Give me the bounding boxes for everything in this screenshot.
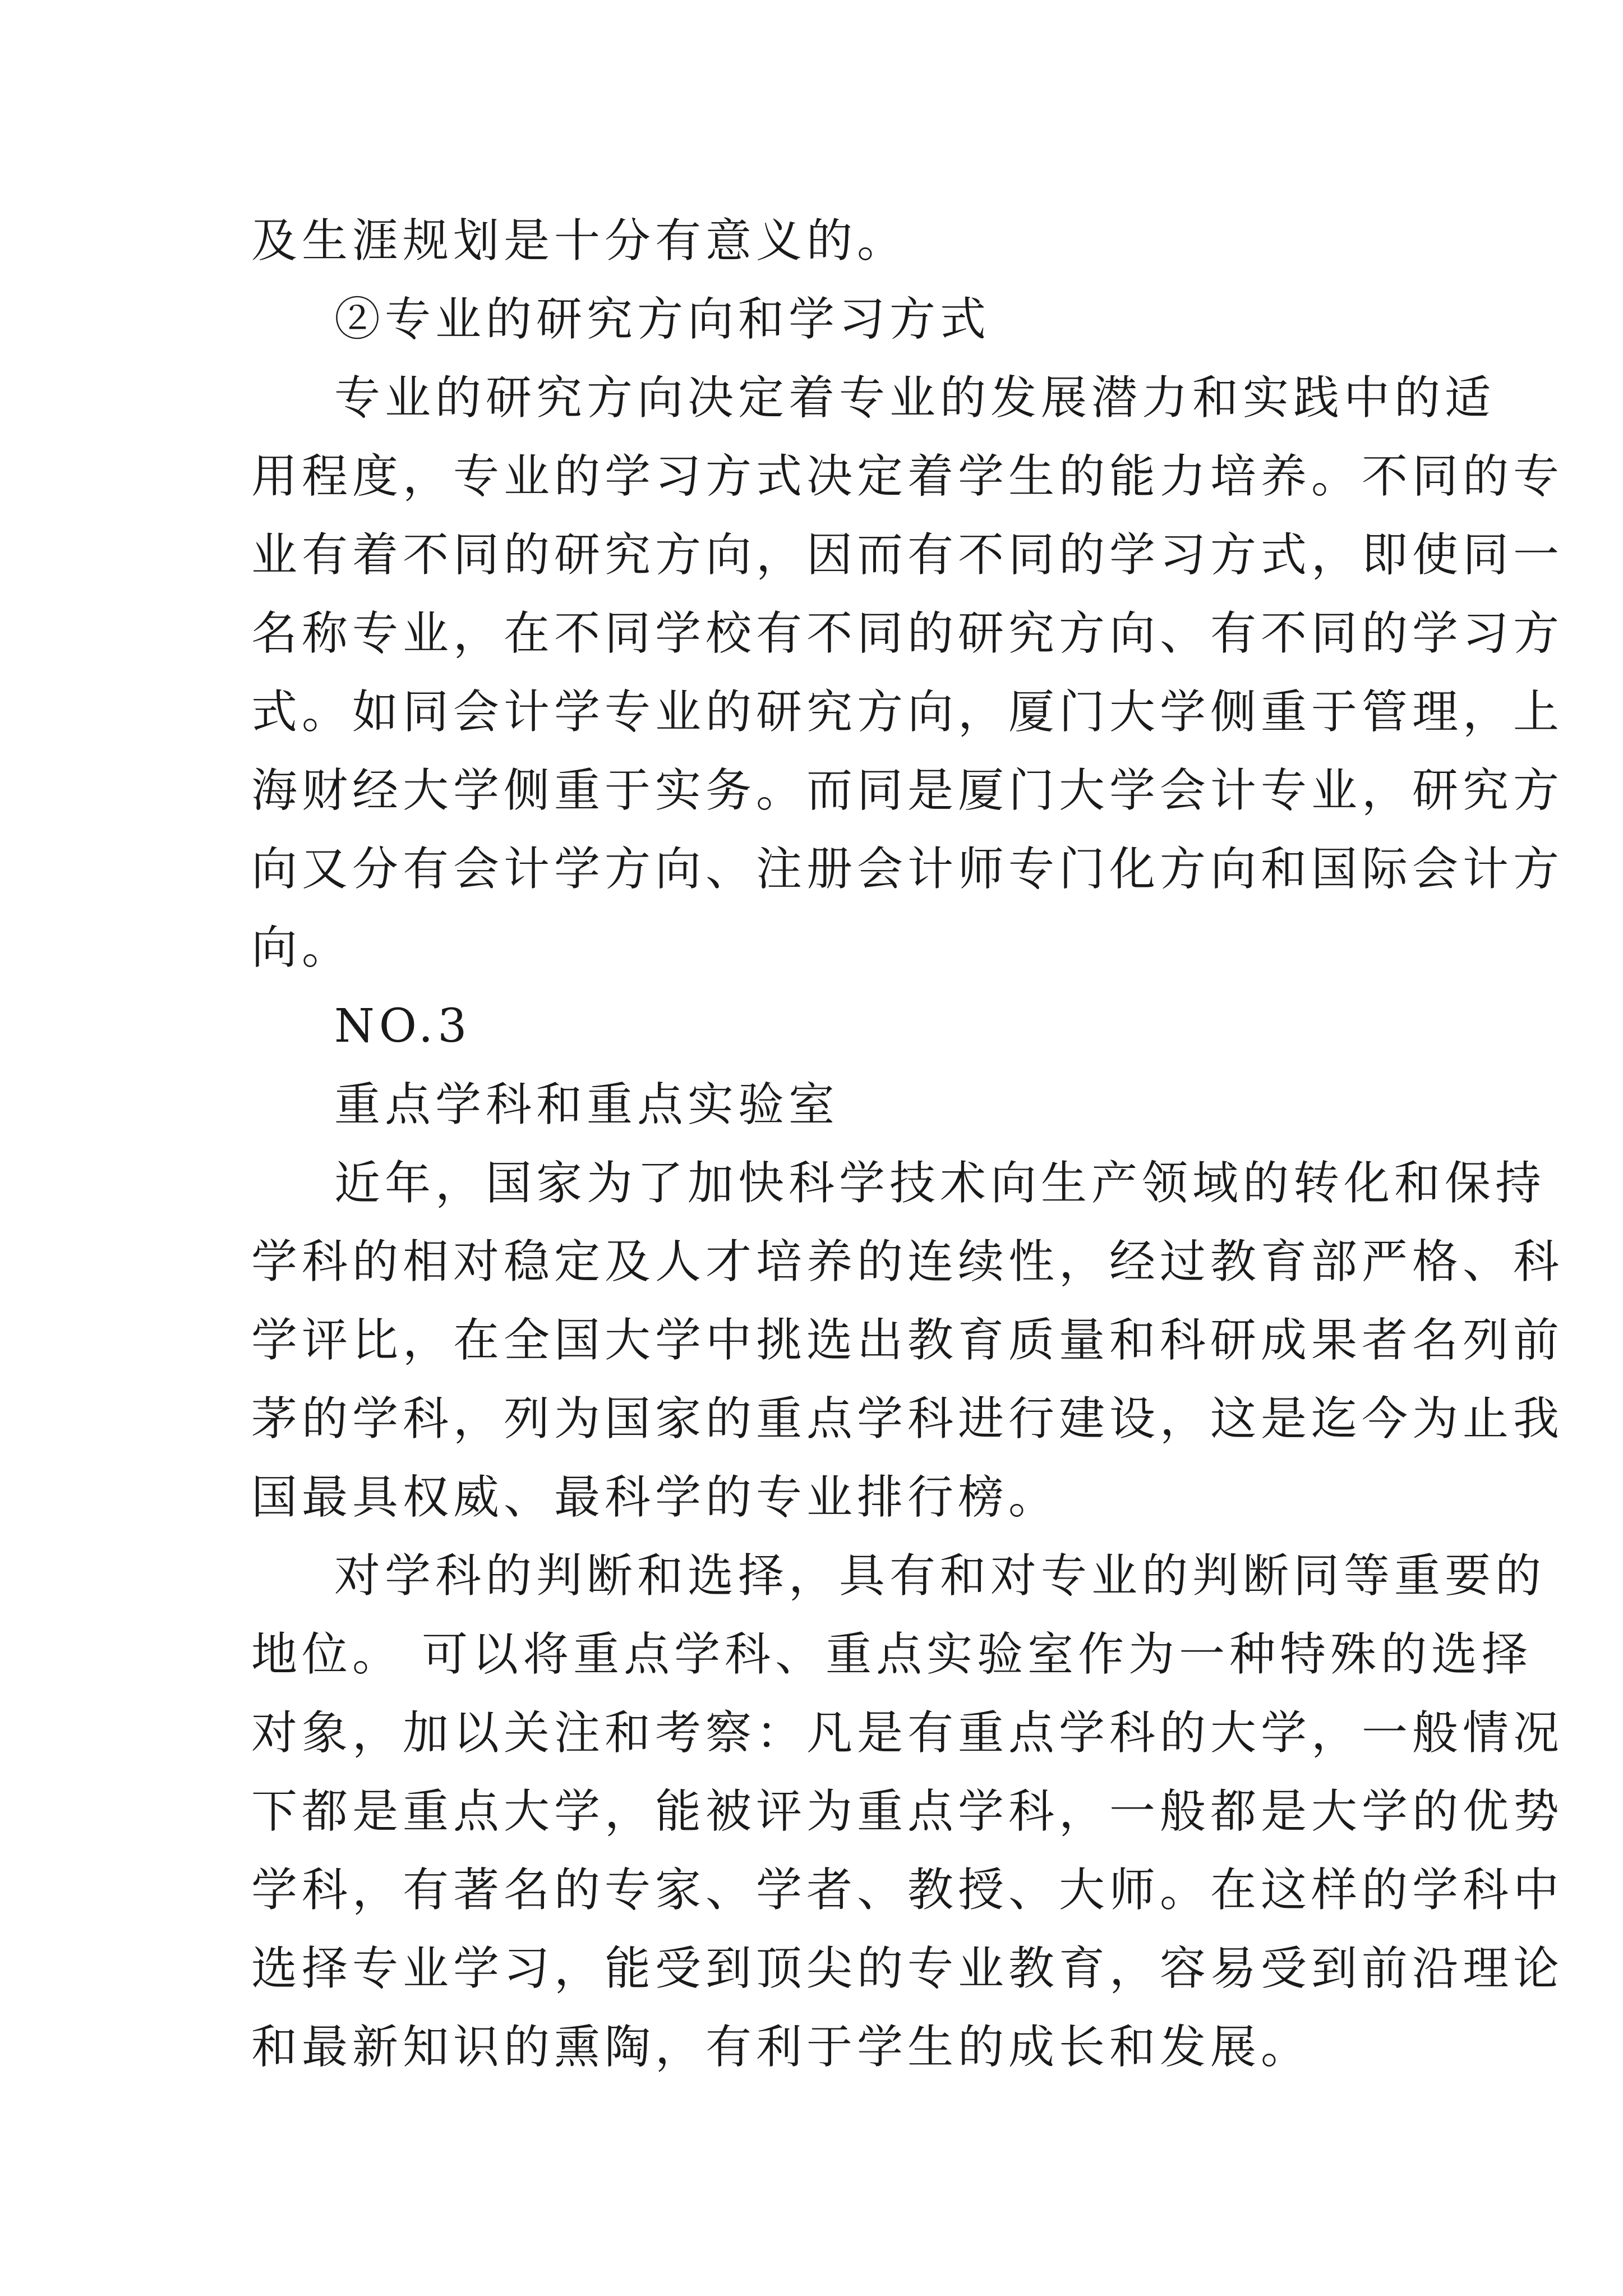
text-line: 学评比，在全国大学中挑选出教育质量和科研成果者名列前 (251, 1314, 1564, 1367)
text-line: 向。 (251, 921, 353, 974)
text-line: 海财经大学侧重于实务。而同是厦门大学会计专业，研究方 (251, 764, 1564, 817)
text-line: 学科的相对稳定及人才培养的连续性，经过教育部严格、科 (251, 1235, 1564, 1289)
text-line: 及生涯规划是十分有意义的。 (251, 214, 908, 268)
text-line: 地位。 可以将重点学科、重点实验室作为一种特殊的选择 (251, 1628, 1533, 1681)
text-line: 专业的研究方向决定着专业的发展潜力和实践中的适 (334, 371, 1496, 425)
section-number: NO.3 (334, 1000, 472, 1053)
text-line: 业有着不同的研究方向，因而有不同的学习方式，即使同一 (251, 528, 1564, 582)
text-line: 下都是重点大学，能被评为重点学科，一般都是大学的优势 (251, 1785, 1564, 1838)
section-heading: ②专业的研究方向和学习方式 (334, 293, 991, 346)
text-line: 选择专业学习，能受到顶尖的专业教育，容易受到前沿理论 (251, 1942, 1564, 1995)
text-line: 用程度，专业的学习方式决定着学生的能力培养。不同的专 (251, 450, 1564, 503)
text-line: 茅的学科，列为国家的重点学科进行建设，这是迄今为止我 (251, 1392, 1564, 1446)
text-line: 对象，加以关注和考察：凡是有重点学科的大学，一般情况 (251, 1706, 1564, 1760)
text-line: 向又分有会计学方向、注册会计师专门化方向和国际会计方 (251, 843, 1564, 896)
text-line: 国最具权威、最科学的专业排行榜。 (251, 1471, 1059, 1524)
text-line: 对学科的判断和选择，具有和对专业的判断同等重要的 (334, 1549, 1546, 1603)
section-heading: 重点学科和重点实验室 (334, 1078, 840, 1131)
text-line: 和最新知识的熏陶，有利于学生的成长和发展。 (251, 2021, 1312, 2074)
text-line: 近年，国家为了加快科学技术向生产领域的转化和保持 (334, 1157, 1546, 1210)
text-line: 名称专业，在不同学校有不同的研究方向、有不同的学习方 (251, 607, 1564, 660)
text-line: 式。如同会计学专业的研究方向，厦门大学侧重于管理，上 (251, 685, 1564, 739)
text-line: 学科，有著名的专家、学者、教授、大师。在这样的学科中 (251, 1864, 1564, 1917)
